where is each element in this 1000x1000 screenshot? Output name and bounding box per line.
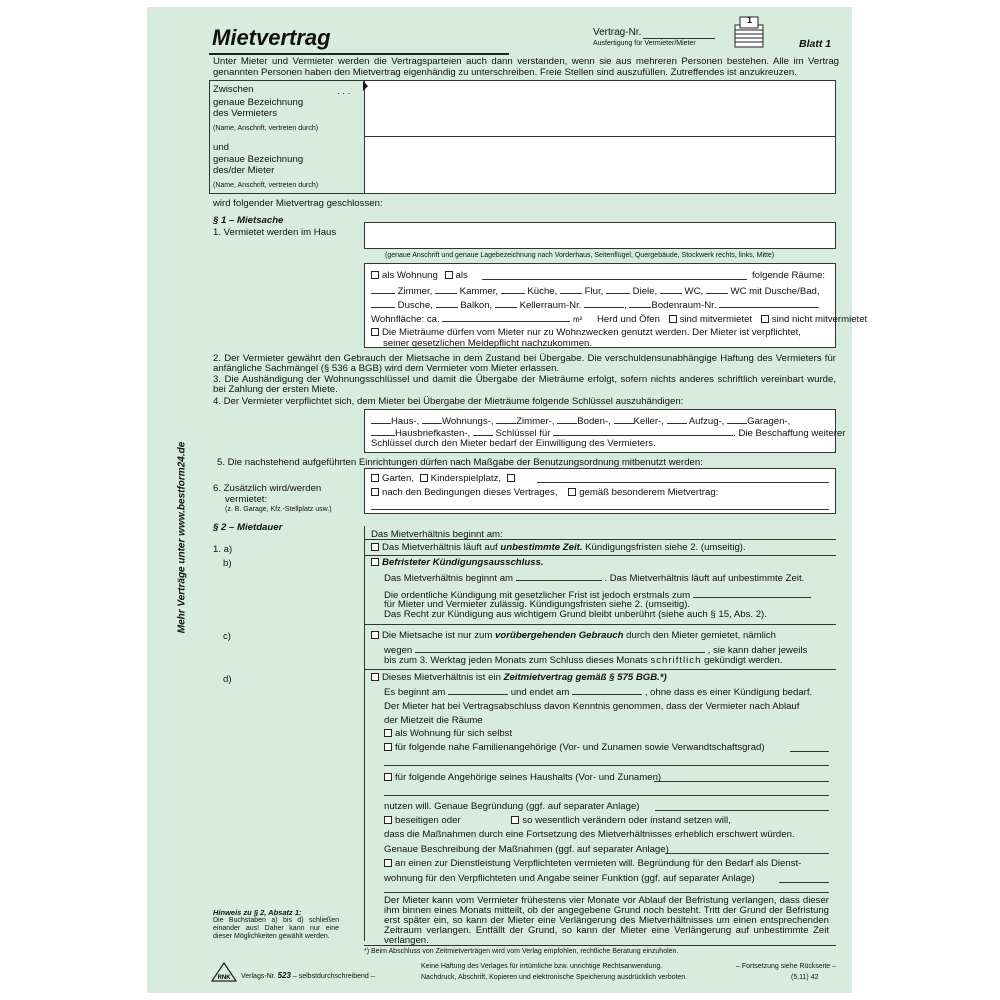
start-date-label: Das Mietverhältnis beginnt am: bbox=[371, 529, 503, 540]
option-a-checkbox[interactable] bbox=[371, 543, 379, 551]
form-sheet bbox=[147, 7, 868, 993]
sheet-number: 1 bbox=[747, 15, 753, 25]
as-apartment-label: als Wohnung bbox=[382, 270, 438, 281]
self-use-checkbox[interactable] bbox=[384, 729, 392, 737]
publisher-label: Verlags-Nr. bbox=[241, 973, 276, 980]
modify-checkbox[interactable] bbox=[511, 816, 519, 824]
s1-item6-line-2: vermietet: bbox=[225, 494, 268, 505]
option-d-service-line bbox=[384, 858, 801, 869]
key-haus: Haus-, bbox=[391, 416, 420, 427]
stove-included-checkbox[interactable] bbox=[669, 315, 677, 323]
footer-rule bbox=[364, 945, 836, 946]
living-area-unit: m² bbox=[572, 315, 583, 324]
option-c-text-2b: , sie kann daher jeweils bbox=[707, 645, 808, 656]
option-d-checkbox[interactable] bbox=[371, 673, 379, 681]
rooms-kammer: Kammer, bbox=[459, 286, 499, 297]
other-facility-checkbox[interactable] bbox=[507, 474, 515, 482]
option-b-title-line bbox=[371, 557, 544, 568]
option-a-text-1: Das Mietverhältnis läuft auf bbox=[382, 542, 501, 553]
household-use-checkbox[interactable] bbox=[384, 773, 392, 781]
option-d-text-2a: Es beginnt am bbox=[384, 687, 446, 698]
as-apartment-checkbox[interactable] bbox=[371, 271, 379, 279]
s1-item2: 2. Der Vermieter gewährt den Gebrauch der Mietsache in dem Zustand bei Übergabe. Die verschuldensunabhängige Haftung des Vermieters für anfängliche Sachmängel (§ 536 a BGB) wird dem Vermieter vom Mieter erlassen. bbox=[213, 353, 836, 374]
option-b-text-1b: . Das Mietverhältnis läuft auf unbestimmte Zeit. bbox=[604, 573, 805, 584]
option-a-divider bbox=[364, 555, 836, 556]
section-2-rule bbox=[364, 526, 365, 941]
rooms-line-2 bbox=[371, 285, 820, 297]
option-a-text-2: Kündigungsfristen siehe 2. (umseitig). bbox=[582, 542, 746, 553]
title-underline bbox=[209, 53, 509, 55]
option-b-line-1 bbox=[384, 572, 804, 584]
option-d-self-line bbox=[384, 728, 512, 739]
landlord-sub: (Name, Anschrift, vertreten durch) bbox=[213, 125, 319, 132]
measures-label: Genaue Beschreibung der Maßnahmen (ggf. auf separater Anlage) bbox=[384, 844, 669, 855]
playground-label: Kinderspielplatz, bbox=[430, 473, 502, 484]
option-c-text-3c: gekündigt werden. bbox=[701, 655, 783, 666]
separate-contract-checkbox[interactable] bbox=[568, 488, 576, 496]
additional-line bbox=[371, 487, 718, 498]
residential-use-text-2: seiner gesetzlichen Meldepflicht nachzukommen. bbox=[383, 338, 593, 349]
service-field-2[interactable] bbox=[384, 892, 829, 893]
option-a-emphasis: unbestimmte Zeit. bbox=[500, 542, 583, 553]
key-aufzug: Aufzug-, bbox=[688, 416, 725, 427]
key-briefkasten: Hausbriefkasten-, bbox=[395, 428, 471, 439]
following-rooms-label: folgende Räume: bbox=[752, 270, 826, 281]
option-d-household-line bbox=[384, 772, 661, 783]
svg-text:RNK: RNK bbox=[217, 975, 231, 981]
option-d-text-2c: , ohne dass es einer Kündigung bedarf. bbox=[644, 687, 813, 698]
remove-checkbox[interactable] bbox=[384, 816, 392, 824]
service-checkbox[interactable] bbox=[384, 859, 392, 867]
key-garagen: Garagen-, bbox=[747, 416, 791, 427]
landlord-label-2: des Vermieters bbox=[213, 108, 277, 119]
option-b-text-2: Die ordentliche Kündigung mit gesetzlicher Frist ist jedoch erstmals zum bbox=[384, 590, 691, 601]
service-label-2: wohnung für den Verpflichteten und Angabe seiner Funktion (ggf. auf separater Anlage) bbox=[384, 873, 755, 884]
keys-line-3: Schlüssel durch den Mieter bedarf der Einwilligung des Vermieters. bbox=[371, 438, 656, 449]
page-title: Mietvertrag bbox=[212, 25, 331, 50]
between-dots: . . . bbox=[337, 86, 351, 97]
terms-checkbox[interactable] bbox=[371, 488, 379, 496]
key-for-label: Schlüssel für bbox=[495, 428, 551, 439]
key-boden: Boden-, bbox=[577, 416, 611, 427]
keys-line-1 bbox=[371, 415, 790, 427]
family-use-checkbox[interactable] bbox=[384, 743, 392, 751]
section-2-title: § 2 – Mietdauer bbox=[213, 522, 283, 533]
s1-item6-line-1: 6. Zusätzlich wird/werden bbox=[213, 483, 322, 494]
section-1-title: § 1 – Mietsache bbox=[213, 215, 284, 226]
s1-item1: 1. Vermietet werden im Haus bbox=[213, 227, 337, 238]
option-d-measures-line bbox=[384, 844, 669, 855]
option-d-extension-text: Der Mieter kann vom Vermieter frühestens vier Monate vor Ablauf der Befristung verlangen, dass dieser ihm binnen eines Monats mitteilt, ob der angegebene Grund noch besteht. Tritt der Grund der Befristung erst später ein, so kann der Mieter eine Verlängerung des Mietverhältnisses um einen entsprechenden Zeitraum verlangen. Entfällt der Grund, so kann der Mieter eine Verlängerung auf unbestimmte Zeit verlangen. bbox=[384, 895, 829, 946]
option-b-checkbox[interactable] bbox=[371, 558, 379, 566]
rooms-balkon: Balkon, bbox=[460, 300, 493, 311]
family-field-1[interactable] bbox=[790, 751, 829, 752]
rooms-wc-dusche: WC mit Dusche/Bad, bbox=[730, 286, 820, 297]
key-zimmer: Zimmer-, bbox=[516, 416, 555, 427]
rooms-diele: Diele, bbox=[632, 286, 658, 297]
footer-publisher-line bbox=[241, 972, 375, 981]
option-d-text-2b: und endet am bbox=[510, 687, 570, 698]
residential-use-text-1: Die Mieträume dürfen vom Mieter nur zu Wohnzwecken genutzt werden. Der Mieter ist verpflichtet, bbox=[382, 327, 801, 338]
rooms-kueche: Küche, bbox=[527, 286, 558, 297]
stove-excluded-checkbox[interactable] bbox=[761, 315, 769, 323]
living-area-label: Wohnfläche: ca. bbox=[371, 314, 440, 325]
terms-label: nach den Bedingungen dieses Vertrages, bbox=[382, 487, 558, 498]
house-field[interactable] bbox=[364, 222, 836, 249]
tenant-label-1: genaue Bezeichnung bbox=[213, 154, 304, 165]
landlord-field[interactable] bbox=[364, 80, 836, 137]
s1-item3: 3. Die Aushändigung der Wohnungsschlüssel und damit die Übergabe der Mieträume erfolgt, sofern nichts anderes schriftlich vereinbart wurde, bei Zahlung der ersten Miete. bbox=[213, 374, 836, 395]
carbonless-label: – selbstdurchschreibend – bbox=[292, 973, 375, 980]
option-d-line-4: der Mietzeit die Räume bbox=[384, 715, 483, 726]
tenant-field[interactable] bbox=[364, 136, 836, 194]
contract-number-field[interactable] bbox=[643, 38, 715, 39]
concluded-text: wird folgender Mietvertrag geschlossen: bbox=[213, 198, 383, 209]
option-c-marker: c) bbox=[223, 631, 231, 642]
option-d-text-1a: Dieses Mietverhältnis ist ein bbox=[382, 672, 504, 683]
option-b-marker: b) bbox=[223, 558, 232, 569]
side-advert: Mehr Verträge unter www.bestform24.de bbox=[176, 441, 188, 634]
option-b-text-1a: Das Mietverhältnis beginnt am bbox=[384, 573, 514, 584]
option-c-line-3 bbox=[384, 655, 783, 666]
rooms-line-3 bbox=[371, 299, 819, 311]
residential-use-checkbox[interactable] bbox=[371, 328, 379, 336]
s1-item4: 4. Der Vermieter verpflichtet sich, dem Mieter bei Übergabe der Mieträume folgende Schlüssel auszuhändigen: bbox=[213, 396, 684, 407]
key-extra-text: . Die Beschaffung weiterer bbox=[733, 428, 846, 439]
and-label: und bbox=[213, 142, 230, 153]
measures-field[interactable] bbox=[665, 853, 829, 854]
reason-label: nutzen will. Genaue Begründung (ggf. auf separater Anlage) bbox=[384, 801, 640, 812]
option-d-emphasis: Zeitmietvertrag gemäß § 575 BGB.*) bbox=[503, 672, 667, 683]
marker-arrow-icon bbox=[363, 81, 368, 91]
option-d-remove-line bbox=[384, 815, 731, 826]
rooms-kellerraum: Kellerraum-Nr. bbox=[519, 300, 582, 311]
stove-included-label: sind mitvermietet bbox=[679, 314, 753, 325]
option-c-divider bbox=[364, 669, 836, 670]
option-c-checkbox[interactable] bbox=[371, 631, 379, 639]
option-d-line-3: Der Mieter hat bei Vertragsabschluss davon Kenntnis genommen, dass der Vermieter nach Ablauf bbox=[384, 701, 800, 712]
self-use-label: als Wohnung für sich selbst bbox=[395, 728, 513, 739]
key-wohnung: Wohnungs-, bbox=[441, 416, 494, 427]
household-use-label: für folgende Angehörige seines Haushalts (Vor- und Zunamen) bbox=[395, 772, 662, 783]
family-field-2[interactable] bbox=[384, 765, 829, 766]
option-d-family-line bbox=[384, 742, 765, 753]
s1-item6-sub: (z. B. Garage, Kfz.-Stellplatz usw.) bbox=[225, 506, 332, 513]
publisher-logo-icon bbox=[211, 962, 237, 982]
option-d-reason-line bbox=[384, 801, 639, 812]
footer-note: *) Beim Abschluss von Zeitmietverträgen wird vom Verlag empfohlen, rechtliche Beratung einzuholen. bbox=[364, 948, 679, 955]
tenant-sub: (Name, Anschrift, vertreten durch) bbox=[213, 182, 319, 189]
footer-code: (5.11) 42 bbox=[791, 974, 819, 981]
hint-text: Die Buchstaben a) bis d) schließen einander aus! Daher kann nur eine dieser Möglichkeiten gewählt werden. bbox=[213, 917, 339, 940]
option-a-marker: 1. a) bbox=[213, 544, 233, 555]
reason-field[interactable] bbox=[655, 810, 829, 811]
service-label: an einen zur Dienstleistung Verpflichteten vermieten will. Begründung für den Bedarf als Dienst- bbox=[395, 858, 802, 869]
footer-continued: – Fortsetzung siehe Rückseite – bbox=[736, 963, 836, 970]
rooms-comma: , bbox=[624, 300, 627, 311]
rooms-line-4 bbox=[371, 313, 867, 325]
option-c-emphasis-2: schriftlich bbox=[650, 655, 702, 666]
option-d-line-13 bbox=[384, 873, 755, 884]
household-field-2[interactable] bbox=[384, 795, 829, 796]
option-a-line bbox=[371, 542, 746, 553]
option-c-text-1a: Die Mietsache ist nur zum bbox=[382, 630, 496, 641]
landlord-label-1: genaue Bezeichnung bbox=[213, 97, 304, 108]
facilities-line bbox=[371, 473, 518, 484]
key-keller: Keller-, bbox=[633, 416, 664, 427]
option-c-text-3a: bis zum 3. Werktag jeden Monats zum Schluss dieses Monats bbox=[384, 655, 651, 666]
garden-checkbox[interactable] bbox=[371, 474, 379, 482]
intro-text: Unter Mieter und Vermieter werden die Vertragsparteien auch dann verstanden, wenn sie aus mehreren Personen bestehen. Alle im Vertrag genannten Personen haben den Mietvertrag eigenhändig zu unterschreiben. Freie Stellen sind auszufüllen. Zutreffendes ist anzukreuzen. bbox=[213, 56, 839, 78]
garden-label: Garten, bbox=[382, 473, 414, 484]
rooms-wc: WC, bbox=[684, 286, 704, 297]
option-c-emphasis: vorübergehenden Gebrauch bbox=[495, 630, 624, 641]
household-field-1[interactable] bbox=[654, 781, 829, 782]
stove-excluded-label: sind nicht mitvermietet bbox=[771, 314, 868, 325]
option-b-line-4: Das Recht zur Kündigung aus wichtigem Grund bleibt unberührt (siehe auch § 15, Abs. 2). bbox=[384, 609, 767, 620]
modify-label: so wesentlich verändern oder instand setzen will, bbox=[522, 815, 731, 826]
option-c-text-2a: wegen bbox=[384, 645, 413, 656]
residential-use-line-1 bbox=[371, 327, 801, 338]
playground-checkbox[interactable] bbox=[420, 474, 428, 482]
option-d-line-2 bbox=[384, 686, 812, 698]
service-field-1[interactable] bbox=[779, 882, 829, 883]
hint-title: Hinweis zu § 2, Absatz 1: bbox=[213, 908, 302, 917]
contract-number-label: Vertrag-Nr. bbox=[593, 27, 642, 38]
publisher-number: 523 bbox=[277, 971, 291, 980]
remove-label: beseitigen oder bbox=[395, 815, 461, 826]
other-facility-field[interactable] bbox=[537, 482, 829, 483]
as-other-field[interactable] bbox=[482, 279, 747, 280]
option-b-divider bbox=[364, 624, 836, 625]
additional-field[interactable] bbox=[371, 509, 829, 510]
separate-contract-label: gemäß besonderem Mietvertrag: bbox=[579, 487, 719, 498]
between-label: Zwischen bbox=[213, 84, 254, 95]
rooms-flur: Flur, bbox=[584, 286, 604, 297]
option-d-line-1 bbox=[371, 672, 667, 683]
option-d-marker: d) bbox=[223, 674, 232, 685]
footer-copyright: Nachdruck, Abschrift, Kopieren und elektronische Speicherung ausdrücklich verboten. bbox=[421, 974, 688, 981]
as-other-checkbox[interactable] bbox=[445, 271, 453, 279]
family-use-label: für folgende nahe Familienangehörige (Vor- und Zunamen sowie Verwandtschaftsgrad) bbox=[395, 742, 765, 753]
option-b-line-3: für Mieter und Vermieter zulässig. Kündigungsfristen siehe 2. (umseitig). bbox=[384, 599, 691, 610]
tenant-label-2: des/der Mieter bbox=[213, 165, 275, 176]
rooms-bodenraum: Bodenraum-Nr. bbox=[651, 300, 717, 311]
option-b-title: Befristeter Kündigungsausschluss. bbox=[382, 557, 544, 568]
stove-label: Herd und Öfen bbox=[596, 314, 660, 325]
option-c-line-1 bbox=[371, 630, 776, 641]
footer-liability: Keine Haftung des Verlages für irrtümliche bzw. unrichtige Rechtsanwendung. bbox=[421, 963, 663, 970]
s1-item5: 5. Die nachstehend aufgeführten Einrichtungen dürfen nach Maßgabe der Benutzungsordnung mitbenutzt werden: bbox=[217, 457, 703, 468]
as-other-label: als bbox=[455, 270, 468, 281]
option-c-text-1c: durch den Mieter gemietet, nämlich bbox=[623, 630, 777, 641]
rooms-dusche: Dusche, bbox=[397, 300, 433, 311]
rooms-line-1 bbox=[371, 270, 468, 281]
copy-note: Ausfertigung für Vermieter/Mieter bbox=[593, 40, 696, 47]
rooms-zimmer: Zimmer, bbox=[397, 286, 433, 297]
option-d-line-10: dass die Maßnahmen durch eine Fortsetzung des Mietverhältnisses erheblich erschwert würden. bbox=[384, 829, 795, 840]
house-note: (genaue Anschrift und genaue Lagebezeichnung nach Vorderhaus, Seitenflügel, Quergebäude, Stockwerk rechts, links, Mitte) bbox=[385, 252, 775, 259]
page-label: Blatt 1 bbox=[799, 38, 832, 50]
